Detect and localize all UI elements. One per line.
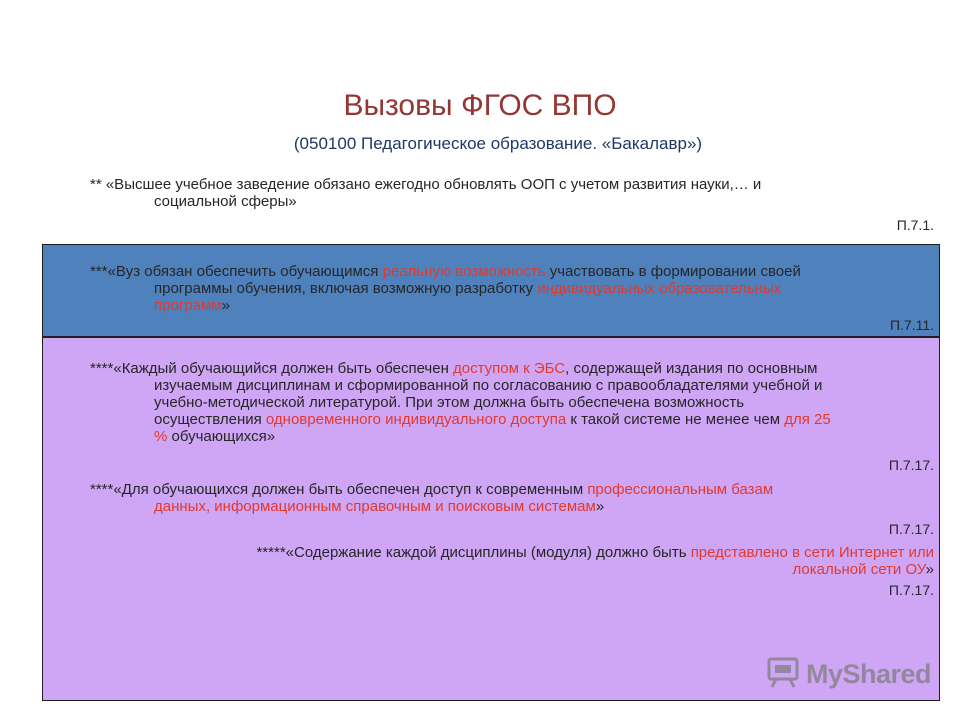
requirement-4-ref: П.7.17. [888,521,934,537]
requirement-1 [90,176,930,210]
requirement-4-highlight: данных, информационным справочным и поисковым системам [154,498,596,515]
requirement-2-text: участвовать в формировании своей [545,263,801,280]
requirement-5 [148,544,934,578]
requirement-3-text: , содержащей издания по основным [565,360,818,377]
myshared-watermark [766,656,932,692]
requirement-3-text: осуществления [154,411,266,428]
requirement-4-text: » [595,498,605,515]
requirement-3 [90,360,940,445]
requirement-3-text: ****«Каждый обучающийся должен быть обеспечен [90,360,454,377]
requirement-3-highlight: доступом к ЭБС [453,360,566,377]
requirement-3-text: обучающихся» [167,428,276,445]
requirement-2 [90,263,940,314]
presentation-board-icon [766,656,800,693]
requirement-3-ref: П.7.17. [888,457,934,473]
requirement-5-highlight: представлено в сети Интернет или [690,544,934,561]
slide-subtitle: (050100 Педагогическое образование. «Бакалавр») [293,134,703,153]
requirement-2-text: ***«Вуз обязан обеспечить обучающимся [90,263,383,280]
requirement-5-highlight: локальной сети ОУ [792,561,926,578]
requirement-4 [90,481,940,515]
requirement-5-text: *****«Содержание каждой дисциплины (модуля) должно быть [256,544,691,561]
requirement-3-text: учебно-методической литературой. При этом должна быть обеспечена возможность [154,394,745,411]
requirement-1-ref: П.7.1. [896,217,934,233]
requirement-2-text: программы обучения, включая возможную разработку [154,280,538,297]
requirement-4-text: ****«Для обучающихся должен быть обеспечен доступ к современным [90,481,588,498]
watermark-text: MyShared [806,658,932,689]
requirement-2-highlight: реальную возможность [382,263,546,280]
requirement-1-line2: социальной сферы» [154,193,297,210]
requirement-2-text: » [221,297,230,314]
requirement-5-text: » [925,561,934,578]
requirement-3-highlight: одновременного индивидуального доступа [265,411,567,428]
slide-title: Вызовы ФГОС ВПО [343,89,617,122]
requirement-3-highlight: % [154,428,168,445]
requirement-4-highlight: профессиональным базам [587,481,774,498]
requirement-3-text: изучаемым дисциплинам и сформированной по согласованию с правообладателями учебной и [154,377,823,394]
requirement-2-highlight: программ [154,297,222,314]
requirement-5-ref: П.7.17. [888,582,934,598]
requirement-2-ref: П.7.11. [889,317,934,333]
requirement-1-line1: ** «Высшее учебное заведение обязано ежегодно обновлять ООП с учетом развития науки,… и [90,176,762,193]
requirement-3-highlight: для 25 [784,411,831,428]
requirement-3-text: к такой системе не менее чем [566,411,785,428]
requirement-2-highlight: индивидуальных образовательных [537,280,782,297]
